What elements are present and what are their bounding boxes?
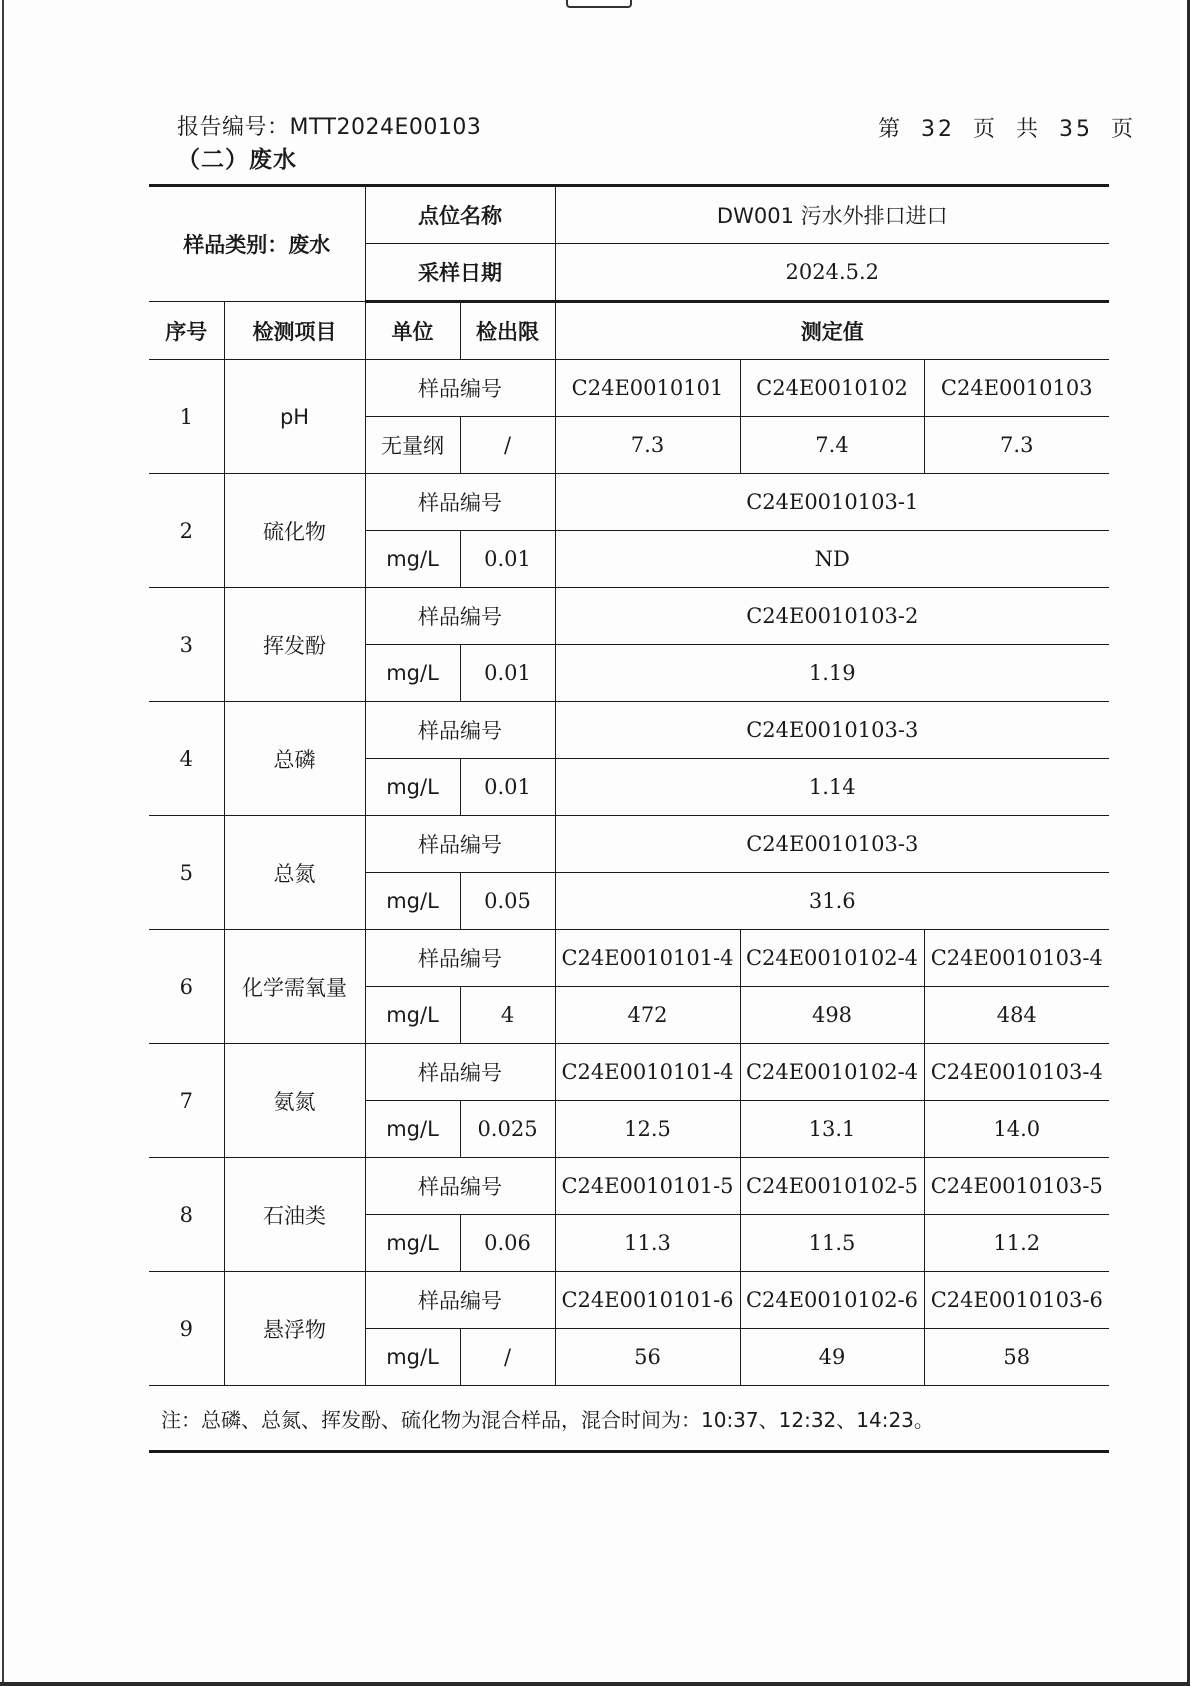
measured-value: 1.19 [555,645,1109,702]
limit-cell: 0.05 [460,873,555,930]
sample-no-label: 样品编号 [365,474,555,531]
sample-id: C24E0010103-5 [924,1158,1109,1215]
measured-value: ND [555,531,1109,588]
measured-value: 472 [555,987,740,1044]
row-number: 5 [149,816,224,930]
note-row [149,1386,1109,1452]
col-header-measured: 测定值 [555,302,1109,360]
sample-no-label: 样品编号 [365,930,555,987]
sample-id: C24E0010102-4 [740,930,924,987]
row-number: 2 [149,474,224,588]
test-item: 悬浮物 [224,1272,365,1386]
measured-value: 484 [924,987,1109,1044]
row-number: 6 [149,930,224,1044]
measured-value: 7.3 [555,417,740,474]
sample-id: C24E0010103-4 [924,1044,1109,1101]
measured-value: 58 [924,1329,1109,1386]
unit-cell: 无量纲 [365,417,460,474]
measured-value: 12.5 [555,1101,740,1158]
measured-value: 31.6 [555,873,1109,930]
col-header-no: 序号 [149,302,224,360]
sampling-date-value: 2024.5.2 [555,244,1109,302]
section-title: （二）废水 [177,147,297,173]
limit-cell: 0.025 [460,1101,555,1158]
sample-no-label: 样品编号 [365,1158,555,1215]
test-item: 挥发酚 [224,588,365,702]
measured-value: 498 [740,987,924,1044]
table-row [149,816,1109,873]
measured-value: 11.3 [555,1215,740,1272]
table-row [149,474,1109,531]
sample-id: C24E0010102-5 [740,1158,924,1215]
results-table [149,184,1109,1453]
table-row [149,1044,1109,1101]
sample-id: C24E0010102-6 [740,1272,924,1329]
row-number: 1 [149,360,224,474]
sample-id: C24E0010103-3 [555,816,1109,873]
test-item: 石油类 [224,1158,365,1272]
table-row [149,1158,1109,1215]
sampling-date-label: 采样日期 [365,244,555,302]
limit-cell: 0.01 [460,645,555,702]
unit-cell: mg/L [365,987,460,1044]
sample-id: C24E0010103-2 [555,588,1109,645]
sample-no-label: 样品编号 [365,1044,555,1101]
sample-id: C24E0010102 [740,360,924,417]
sample-no-label: 样品编号 [365,1272,555,1329]
unit-cell: mg/L [365,1329,460,1386]
limit-cell: / [460,417,555,474]
sample-id: C24E0010101-4 [555,1044,740,1101]
sample-id: C24E0010103 [924,360,1109,417]
row-number: 7 [149,1044,224,1158]
measured-value: 56 [555,1329,740,1386]
table-row [149,1272,1109,1329]
measured-value: 7.4 [740,417,924,474]
limit-cell: / [460,1329,555,1386]
col-header-limit: 检出限 [460,302,555,360]
page-edge-bottom [0,1682,1190,1686]
page-edge-left [2,0,4,1686]
unit-cell: mg/L [365,645,460,702]
measured-value: 1.14 [555,759,1109,816]
table-row [149,702,1109,759]
sample-id: C24E0010103-3 [555,702,1109,759]
table-note: 注：总磷、总氮、挥发酚、硫化物为混合样品，混合时间为：10:37、12:32、14:23。 [149,1386,1109,1452]
sample-no-label: 样品编号 [365,360,555,417]
report-number: 报告编号：MTT2024E00103 [177,115,482,140]
measured-value: 11.5 [740,1215,924,1272]
table-row [149,360,1109,417]
table-row [149,930,1109,987]
sample-no-label: 样品编号 [365,702,555,759]
unit-cell: mg/L [365,1101,460,1158]
measured-value: 49 [740,1329,924,1386]
page-info: 第 32 页 共 35 页 [878,117,1136,142]
sample-id: C24E0010103-6 [924,1272,1109,1329]
sample-id: C24E0010101-6 [555,1272,740,1329]
unit-cell: mg/L [365,1215,460,1272]
test-item: 硫化物 [224,474,365,588]
sample-category: 样品类别：废水 [149,186,365,302]
sample-no-label: 样品编号 [365,816,555,873]
unit-cell: mg/L [365,759,460,816]
point-name-label: 点位名称 [365,186,555,244]
sample-no-label: 样品编号 [365,588,555,645]
row-number: 9 [149,1272,224,1386]
table-row [149,588,1109,645]
binding-mark [566,0,632,8]
row-number: 8 [149,1158,224,1272]
limit-cell: 0.01 [460,759,555,816]
unit-cell: mg/L [365,873,460,930]
sample-id: C24E0010101 [555,360,740,417]
limit-cell: 0.06 [460,1215,555,1272]
sample-id: C24E0010103-4 [924,930,1109,987]
col-header-item: 检测项目 [224,302,365,360]
row-number: 3 [149,588,224,702]
limit-cell: 0.01 [460,531,555,588]
point-name-value: DW001 污水外排口进口 [555,186,1109,244]
measured-value: 7.3 [924,417,1109,474]
sample-id: C24E0010101-5 [555,1158,740,1215]
col-header-unit: 单位 [365,302,460,360]
test-item: 总磷 [224,702,365,816]
row-number: 4 [149,702,224,816]
test-item: 总氮 [224,816,365,930]
sample-id: C24E0010103-1 [555,474,1109,531]
test-item: pH [224,360,365,474]
sample-id: C24E0010101-4 [555,930,740,987]
test-item: 氨氮 [224,1044,365,1158]
sample-id: C24E0010102-4 [740,1044,924,1101]
measured-value: 11.2 [924,1215,1109,1272]
limit-cell: 4 [460,987,555,1044]
measured-value: 13.1 [740,1101,924,1158]
measured-value: 14.0 [924,1101,1109,1158]
test-item: 化学需氧量 [224,930,365,1044]
unit-cell: mg/L [365,531,460,588]
